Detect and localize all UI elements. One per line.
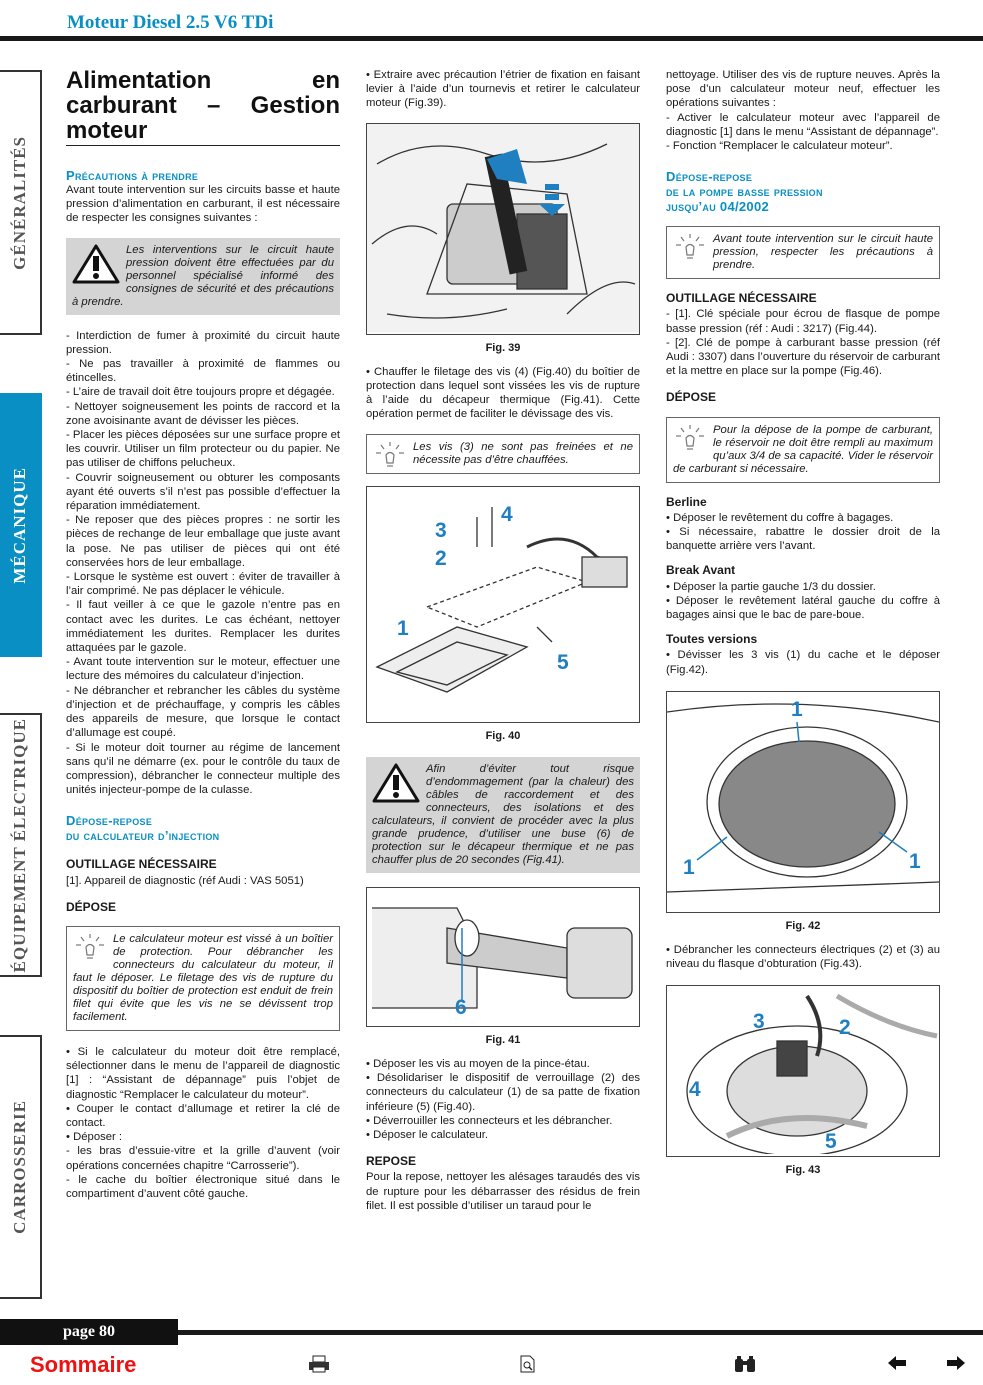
fig40-label: 5: [557, 650, 569, 674]
section-heading-calculateur: Dépose-repose: [66, 813, 153, 829]
step-item: • Déposer les vis au moyen de la pince-étau.: [366, 1058, 590, 1071]
step-item: • Déposer le revêtement latéral gauche du coffre à bagages ainsi que le bac de pare-boue.: [666, 594, 940, 622]
warning-icon: [372, 763, 420, 803]
engine-ecu-illustration: [367, 124, 639, 332]
list-item: - Avant toute intervention sur le moteur, effectuer une lecture des mémoires du calculateur d’injection.: [66, 656, 340, 683]
list-item: - Ne débrancher et rebrancher les câbles du système d’injection et de préchauffage, y compris les câbles des appareils de mesure, que lorsque le contact d’allumage est coupé.: [66, 684, 340, 740]
depose-heading: DÉPOSE: [666, 390, 717, 405]
tip-box: [66, 926, 340, 1031]
intro-paragraph: Avant toute intervention sur les circuits basse et haute pression d’alimentation en carburant, il est nécessaire de respecter les consignes suivantes :: [66, 184, 340, 225]
toutes-versions-heading: Toutes versions: [666, 632, 758, 647]
step-item: • Déposer le calculateur.: [366, 1129, 489, 1142]
fig42-label: 1: [791, 697, 803, 721]
arrow-left-icon[interactable]: [887, 1355, 907, 1376]
list-item: - Ne reposer que des pièces propres : ne sortir les pièces de rechange de leur emballage que juste avant la pose. Ne pas utiliser de pièces qui ont été conservées hors de leur emballage.: [66, 514, 340, 569]
figure-40: [366, 486, 640, 723]
figure-40-caption: Fig. 40: [485, 729, 521, 742]
document-search-icon[interactable]: [520, 1355, 536, 1378]
tip-box: [366, 434, 640, 474]
tab-mecanique[interactable]: MÉCANIQUE: [0, 393, 42, 657]
column-3: [666, 68, 940, 1188]
paragraph: nettoyage. Utiliser des vis de rupture neuves. Après la pose d’un calculateur moteur neuf, effectuer les opérations suivantes :: [666, 69, 940, 110]
section-heading-calculateur-2: du calculateur d’injection: [66, 828, 220, 844]
step-item: • Déposer :: [66, 1131, 123, 1144]
depose-steps: [66, 1045, 340, 1201]
fig42-label: 1: [909, 849, 921, 873]
list-item: - Lorsque le système est ouvert : éviter de travailler à l’air comprimé. Ne pas déplacer le véhicule.: [66, 571, 340, 598]
section-heading-pompe-2: de la pompe basse pression: [666, 184, 823, 200]
step-item: - le cache du boîtier électronique situé dans le compartiment d’auvent côté gauche.: [66, 1173, 340, 1200]
figure-39-caption: Fig. 39: [485, 341, 521, 354]
step-item: • Déposer la partie gauche 1/3 du dossier.: [666, 580, 876, 593]
section-heading-pompe: Dépose-repose: [666, 169, 753, 185]
step-item: • Si le calculateur du moteur doit être remplacé, sélectionner dans le menu de l’appareil de diagnostic [1] : “Assistant de dépannage” puis l’objet de diagnostic “Remplacer le calculateur du moteur”.: [66, 1045, 340, 1101]
sommaire-link[interactable]: Sommaire: [30, 1352, 137, 1377]
heat-gun-illustration: [367, 888, 639, 1024]
paragraph: • Chauffer le filetage des vis (4) (Fig.40) du boîtier de protection dans lequel sont vissées les vis de rupture à l’aide du décapeur thermique (Fig.41). Cette opération permet de faciliter le dévissage des vis.: [366, 365, 640, 421]
tip-box: [666, 226, 940, 279]
page-title: Alimentation en carburant – Gestion moteur: [66, 67, 340, 144]
warning-text: Afin d’éviter tout risque d’endommagement (par la chaleur) des câbles de raccordement et des connecteurs, des isolations et des calculateurs, il convient de procéder avec la plus grande prudence, d’utiliser une buse (6) de protection sur le décapeur thermique et ne pas chauffer plus de 20 secondes (Fig.41).: [372, 762, 634, 866]
step-item: • Dévisser les 3 vis (1) du cache et le déposer (Fig.42).: [666, 649, 940, 676]
tools-text: [1]. Appareil de diagnostic (réf Audi : VAS 5051): [66, 874, 304, 887]
page-number: page 80: [0, 1319, 178, 1345]
lightbulb-icon: [673, 233, 707, 263]
ecu-exploded-diagram: [367, 487, 639, 720]
step-item: • Déverrouiller les connecteurs et les débrancher.: [366, 1114, 613, 1127]
repose-heading: REPOSE: [366, 1154, 417, 1169]
fuel-tank-cover-illustration: [667, 692, 939, 910]
fig40-label: 3: [435, 518, 447, 542]
step-item: - les bras d’essuie-vitre et la grille d’auvent (voir opérations concernées chapitre “Carrosserie”).: [66, 1145, 340, 1172]
fig40-label: 2: [435, 546, 447, 570]
tools-heading: OUTILLAGE NÉCESSAIRE: [66, 857, 217, 872]
figure-41: [366, 887, 640, 1027]
tip-text: Avant toute intervention sur le circuit haute pression, respecter les précautions à prendre.: [713, 233, 933, 272]
print-icon[interactable]: [308, 1355, 330, 1378]
list-item: - Nettoyer soigneusement les points de raccord et la zone avoisinante avant de dévisser les pièces.: [66, 400, 340, 427]
tip-text: Pour la dépose de la pompe de carburant, le réservoir ne doit être rempli au maximum qu’aux 3/4 de sa capacité. Vider le réservoir de carburant si nécessaire.: [673, 423, 933, 475]
fig43-label: 5: [825, 1130, 837, 1154]
paragraph: - Activer le calculateur moteur avec l’appareil de diagnostic [1] dans le menu “Assistant de dépannage”.: [666, 111, 940, 138]
list-item: - Couvrir soigneusement ou obturer les composants ayant été ouverts s’il n’est pas possible d’effectuer la réparation immédiatement.: [66, 471, 340, 513]
step-item: • Couper le contact d’allumage et retirer la clé de contact.: [66, 1102, 340, 1129]
lightbulb-icon: [373, 441, 407, 471]
figure-42: [666, 691, 940, 913]
warning-box: [366, 757, 640, 873]
step-item: • Si nécessaire, rabattre le dossier droit de la banquette arrière vers l’avant.: [666, 526, 940, 553]
fig41-label: 6: [455, 995, 467, 1019]
fig40-label: 1: [397, 616, 409, 640]
list-item: - Placer les pièces déposées sur une surface propre et les couvrir. Utiliser un film protecteur ou du papier. Ne pas utiliser de chiffons pelucheux.: [66, 429, 340, 470]
steps-list: [366, 1057, 640, 1142]
warning-text: Les interventions sur le circuit haute pression doivent être effectuées par du personnel spécialisé informé des consignes de sécurité et des précautions à prendre.: [72, 243, 334, 308]
section-heading-pompe-3: jusqu’au 04/2002: [666, 199, 770, 215]
tab-generalites[interactable]: GÉNÉRALITÉS: [0, 70, 42, 335]
paragraph: • Extraire avec précaution l’étrier de fixation en faisant levier à l’aide d’un tournevis et retirer le calculateur moteur (Fig.39).: [366, 69, 640, 110]
lightbulb-icon: [73, 933, 107, 963]
tip-text: Le calculateur moteur est vissé à un boîtier de protection. Pour débrancher les connecteurs du calculateur du moteur, il faut le déposer. Le filetage des vis de rupture du dispositif du boîtier de protection est enduit de frein filet qui évite que les vis ne se dévissent trop facilement.: [73, 932, 333, 1023]
fuel-pump-flange-illustration: [667, 986, 939, 1154]
precautions-list: [66, 329, 340, 798]
break-heading: Break Avant: [666, 563, 736, 578]
figure-42-caption: Fig. 42: [785, 919, 821, 932]
step-item: • Déposer le revêtement du coffre à bagages.: [666, 511, 894, 524]
arrow-right-icon[interactable]: [946, 1355, 966, 1376]
step-item: • Désolidariser le dispositif de verrouillage (2) des connecteurs du calculateur (1) de sa patte de fixation inférieure (5) (Fig.40).: [366, 1072, 640, 1113]
list-item: - Si le moteur doit tourner au régime de lancement sans qu’il ne démarre (ex. pour le contrôle du taux de compression), débrancher le connecteur multiple des unités injecteur-pompe de la culasse.: [66, 741, 340, 797]
tip-text: Les vis (3) ne sont pas freinées et ne nécessite pas d’être chauffées.: [413, 440, 633, 466]
berline-heading: Berline: [666, 494, 707, 509]
tools-text: - [2]. Clé de pompe à carburant basse pression (réf Audi : 3307) dans l’ouverture du réservoir de carburant et la mettre en place sur la pompe (Fig.46).: [666, 336, 940, 378]
figure-39: [366, 123, 640, 335]
list-item: - Interdiction de fumer à proximité du circuit haute pression.: [66, 329, 340, 356]
figure-43: [666, 985, 940, 1157]
fig43-label: 3: [753, 1010, 765, 1034]
depose-heading: DÉPOSE: [66, 899, 117, 914]
header-rule: [0, 36, 983, 41]
figure-43-caption: Fig. 43: [785, 1164, 821, 1177]
column-1: [66, 68, 340, 1201]
fig42-label: 1: [683, 855, 695, 879]
binoculars-icon[interactable]: [733, 1355, 757, 1378]
tools-heading: OUTILLAGE NÉCESSAIRE: [666, 291, 817, 306]
list-item: - L’aire de travail doit être toujours propre et dégagée.: [66, 386, 335, 399]
fig40-label: 4: [501, 502, 513, 526]
header-title: Moteur Diesel 2.5 V6 TDi: [67, 12, 274, 33]
column-2: [366, 68, 640, 1213]
tools-text: - [1]. Clé spéciale pour écrou de flasque de pompe basse pression (réf : Audi : 3217) (Fig.44).: [666, 308, 940, 335]
tab-carrosserie[interactable]: CARROSSERIE: [0, 1035, 42, 1299]
warning-icon: [72, 244, 120, 284]
lightbulb-icon: [673, 424, 707, 454]
warning-box: [66, 238, 340, 315]
tab-equipement-electrique[interactable]: ÉQUIPEMENT ÉLECTRIQUE: [0, 713, 42, 977]
repose-text: Pour la repose, nettoyer les alésages taraudés des vis de rupture pour les débarrasser des résidus de frein filet. Il est possible d’utiliser un taraud pour le: [366, 1171, 640, 1212]
list-item: - Ne pas travailler à proximité de flammes ou étincelles.: [66, 358, 340, 385]
fig43-label: 2: [839, 1016, 851, 1040]
list-item: - Il faut veiller à ce que le gazole n’entre pas en contact avec les durites. Le cas échéant, nettoyer immédiatement les durites. Remplacer les durites attaquées par le gazole.: [66, 599, 340, 655]
figure-41-caption: Fig. 41: [485, 1033, 521, 1046]
fig43-label: 4: [689, 1078, 701, 1102]
paragraph: • Débrancher les connecteurs électriques (2) et (3) au niveau du flasque d’obturation (Fig.43).: [666, 944, 940, 971]
paragraph: - Fonction “Remplacer le calculateur moteur”.: [666, 140, 893, 153]
section-heading-precautions: Précautions à prendre: [66, 168, 199, 183]
tip-box: [666, 417, 940, 483]
